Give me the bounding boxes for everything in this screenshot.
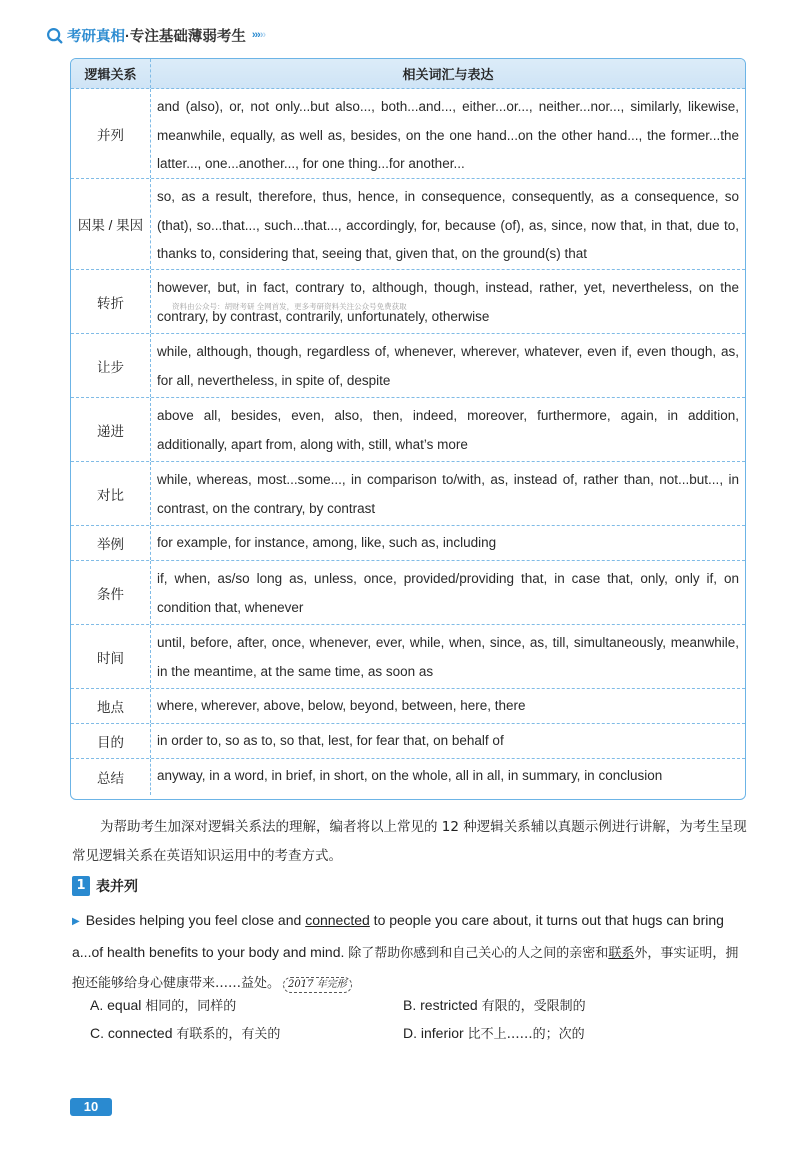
column-header-relation: 逻辑关系 bbox=[71, 59, 151, 88]
table-body bbox=[71, 89, 745, 795]
relation-cell: 条件 bbox=[71, 561, 151, 624]
relation-cell: 并列 bbox=[71, 89, 151, 178]
table-row bbox=[71, 759, 745, 795]
logic-relations-table bbox=[70, 58, 746, 800]
watermark-text: 资料由公众号：胡财考研 全网首发，更多考研资料关注公众号免费获取 bbox=[172, 302, 407, 311]
table-row bbox=[71, 179, 745, 270]
question-translation: 除了帮助你感到和自己关心的人之间的亲密和联系外，事实证明，拥抱还能够给身心健康带来……益处。 bbox=[72, 945, 739, 991]
decorative-arrows-icon: ››››› bbox=[251, 29, 266, 41]
table-header-row bbox=[71, 59, 745, 89]
question-underlined-word: connected bbox=[305, 912, 370, 928]
section-heading bbox=[72, 876, 138, 896]
option-a: A. equal 相同的，同样的 bbox=[90, 996, 237, 1014]
table-row bbox=[71, 89, 745, 179]
section-title-text: 表并列 bbox=[96, 879, 138, 895]
expressions-cell: anyway, in a word, in brief, in short, on the whole, all in all, in summary, in conclusion bbox=[157, 768, 663, 783]
expressions-cell: above all, besides, even, also, then, indeed, moreover, furthermore, again, in addition, additionally, apart from, along with, still, what’s more bbox=[157, 408, 739, 452]
expressions-cell: and (also), or, not only...but also..., both...and..., either...or..., neither...nor..., similarly, likewise, meanwhile, equally, as well as, besides, on the one hand...on the other hand..., the former...the latter..., one...another..., for one thing...for another... bbox=[157, 99, 739, 171]
column-header-expressions: 相关词汇与表达 bbox=[402, 67, 494, 82]
relation-cell: 总结 bbox=[71, 759, 151, 795]
search-logo-icon bbox=[46, 27, 63, 44]
relation-cell: 递进 bbox=[71, 398, 151, 461]
section-number: 1 bbox=[72, 876, 90, 896]
expressions-cell: for example, for instance, among, like, such as, including bbox=[157, 535, 497, 550]
question-text-before: Besides helping you feel close and bbox=[85, 912, 306, 928]
table-row bbox=[71, 625, 745, 689]
relation-cell: 地点 bbox=[71, 689, 151, 723]
relation-cell: 转折 bbox=[71, 270, 151, 333]
table-row bbox=[71, 334, 745, 398]
table-row bbox=[71, 462, 745, 526]
relation-cell: 目的 bbox=[71, 724, 151, 758]
table-row bbox=[71, 724, 745, 759]
example-question bbox=[72, 906, 748, 999]
expressions-cell: while, although, though, regardless of, whenever, wherever, whatever, even if, even though, as, for all, nevertheless, in spite of, despite bbox=[157, 344, 739, 388]
page-number: 10 bbox=[70, 1098, 112, 1116]
exam-source-tag: 2017 年完形 bbox=[283, 977, 352, 993]
brand-name: 考研真相 bbox=[67, 28, 125, 45]
relation-cell: 对比 bbox=[71, 462, 151, 525]
page-header bbox=[46, 24, 265, 46]
expressions-cell: where, wherever, above, below, beyond, between, here, there bbox=[157, 698, 526, 713]
table-row bbox=[71, 561, 745, 625]
relation-cell: 让步 bbox=[71, 334, 151, 397]
triangle-bullet-icon: ▶ bbox=[72, 916, 80, 927]
brand-slogan: ·专注基础薄弱考生 bbox=[125, 28, 246, 45]
question-text-after: to people you care about, it turns out that hugs can bring a...of health benefits to your body and mind. bbox=[72, 912, 724, 960]
table-row bbox=[71, 526, 745, 561]
option-c: C. connected 有联系的，有关的 bbox=[90, 1024, 281, 1042]
expressions-cell: however, but, in fact, contrary to, although, though, instead, rather, yet, nevertheless, on the contrary, by contrast, contrarily, unfortunately, otherwise bbox=[157, 280, 739, 324]
option-d: D. inferior 比不上……的；次的 bbox=[403, 1024, 585, 1042]
relation-cell: 举例 bbox=[71, 526, 151, 560]
table-row bbox=[71, 689, 745, 724]
relation-cell: 时间 bbox=[71, 625, 151, 688]
expressions-cell: in order to, so as to, so that, lest, for fear that, on behalf of bbox=[157, 733, 504, 748]
expressions-cell: until, before, after, once, whenever, ever, while, when, since, as, till, simultaneously, meanwhile, in the meantime, at the same time, as soon as bbox=[157, 635, 739, 679]
option-b: B. restricted 有限的，受限制的 bbox=[403, 996, 586, 1014]
answer-options bbox=[90, 990, 730, 1046]
expressions-cell: while, whereas, most...some..., in comparison to/with, as, instead of, rather than, not...but..., in contrast, on the contrary, by contrast bbox=[157, 472, 739, 516]
intro-paragraph: 为帮助考生加深对逻辑关系法的理解，编者将以上常见的 12 种逻辑关系辅以真题示例进行讲解，为考生呈现常见逻辑关系在英语知识运用中的考查方式。 bbox=[72, 819, 747, 864]
expressions-cell: so, as a result, therefore, thus, hence, in consequence, consequently, as a consequence, so (that), so...that..., such...that..., accordingly, for, because (of), as, since, now that, in that, due to, thanks to, considering that, seeing that, given that, on the ground(s) that bbox=[157, 189, 739, 261]
table-row bbox=[71, 398, 745, 462]
expressions-cell: if, when, as/so long as, unless, once, provided/providing that, in case that, only, only if, on condition that, whenever bbox=[157, 571, 739, 615]
relation-cell: 因果 / 果因 bbox=[71, 179, 151, 269]
